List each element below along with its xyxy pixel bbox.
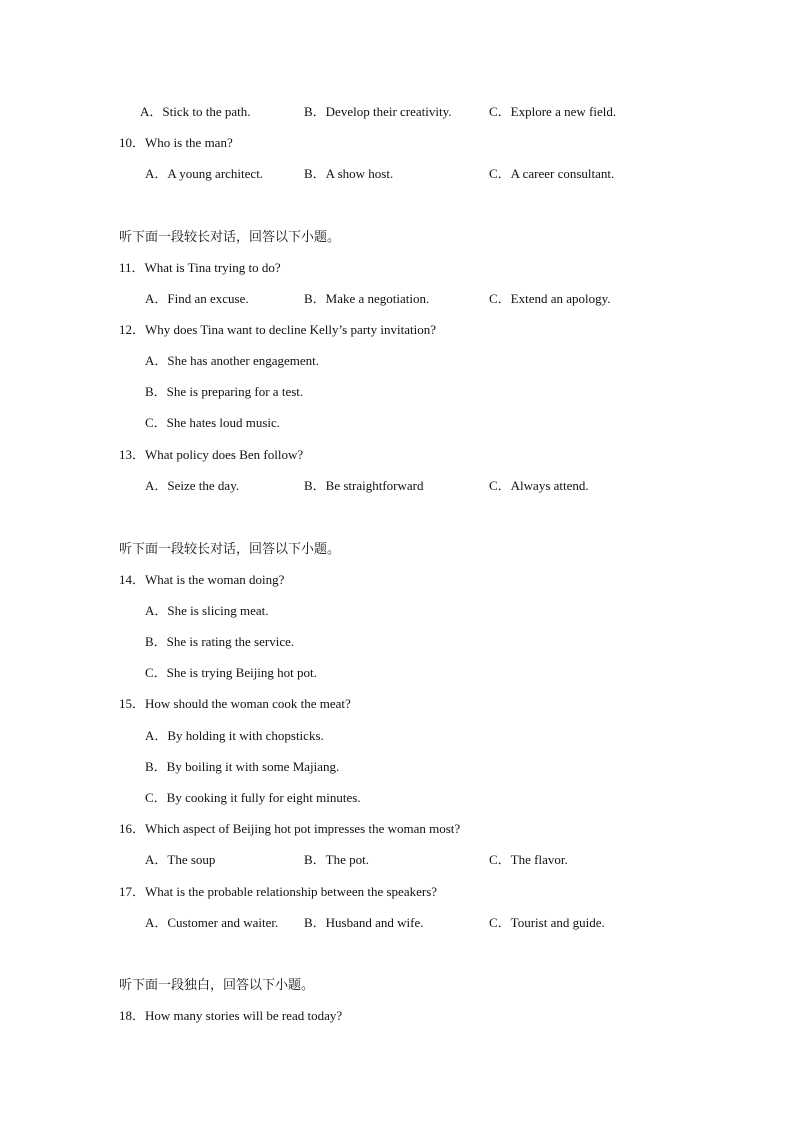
option-b: B．Make a negotiation. bbox=[304, 291, 430, 306]
option-c: C．A career consultant. bbox=[489, 166, 615, 181]
question-12: 12．Why does Tina want to decline Kelly’s party invitation? bbox=[119, 322, 437, 337]
option-b: B．Be straightforward bbox=[304, 478, 424, 493]
option-a: A．Customer and waiter. bbox=[145, 915, 279, 930]
question-13: 13．What policy does Ben follow? bbox=[119, 447, 304, 462]
option-c: C．Extend an apology. bbox=[489, 291, 611, 306]
option-a: A．She has another engagement. bbox=[145, 353, 320, 368]
option-b: B．Develop their creativity. bbox=[304, 104, 452, 119]
option-a: A．Stick to the path. bbox=[140, 104, 251, 119]
question-14: 14．What is the woman doing? bbox=[119, 572, 285, 587]
option-a: A．A young architect. bbox=[145, 166, 264, 181]
option-b: B．She is preparing for a test. bbox=[145, 384, 304, 399]
question-10: 10．Who is the man? bbox=[119, 135, 233, 150]
option-c: C．By cooking it fully for eight minutes. bbox=[145, 790, 361, 805]
option-b: B．By boiling it with some Majiang. bbox=[145, 759, 340, 774]
section-instruction: 听下面一段较长对话，回答以下小题。 bbox=[119, 541, 341, 556]
section-instruction: 听下面一段较长对话，回答以下小题。 bbox=[119, 229, 341, 244]
question-11: 11．What is Tina trying to do? bbox=[119, 260, 281, 275]
section-instruction: 听下面一段独白，回答以下小题。 bbox=[119, 977, 315, 992]
option-b: B．The pot. bbox=[304, 852, 369, 867]
option-a: A．By holding it with chopsticks. bbox=[145, 728, 324, 743]
option-a: A．Seize the day. bbox=[145, 478, 240, 493]
option-c: C．The flavor. bbox=[489, 852, 568, 867]
question-18: 18．How many stories will be read today? bbox=[119, 1008, 343, 1023]
option-c: C．She hates loud music. bbox=[145, 415, 281, 430]
question-15: 15．How should the woman cook the meat? bbox=[119, 696, 351, 711]
option-c: C．Explore a new field. bbox=[489, 104, 617, 119]
option-b: B．Husband and wife. bbox=[304, 915, 424, 930]
question-17: 17．What is the probable relationship between the speakers? bbox=[119, 884, 438, 899]
option-c: C．Always attend. bbox=[489, 478, 589, 493]
option-c: C．Tourist and guide. bbox=[489, 915, 605, 930]
option-b: B．She is rating the service. bbox=[145, 634, 295, 649]
option-a: A．Find an excuse. bbox=[145, 291, 249, 306]
option-a: A．She is slicing meat. bbox=[145, 603, 269, 618]
question-16: 16．Which aspect of Beijing hot pot impresses the woman most? bbox=[119, 821, 461, 836]
option-b: B．A show host. bbox=[304, 166, 394, 181]
option-c: C．She is trying Beijing hot pot. bbox=[145, 665, 317, 680]
option-a: A．The soup bbox=[145, 852, 216, 867]
